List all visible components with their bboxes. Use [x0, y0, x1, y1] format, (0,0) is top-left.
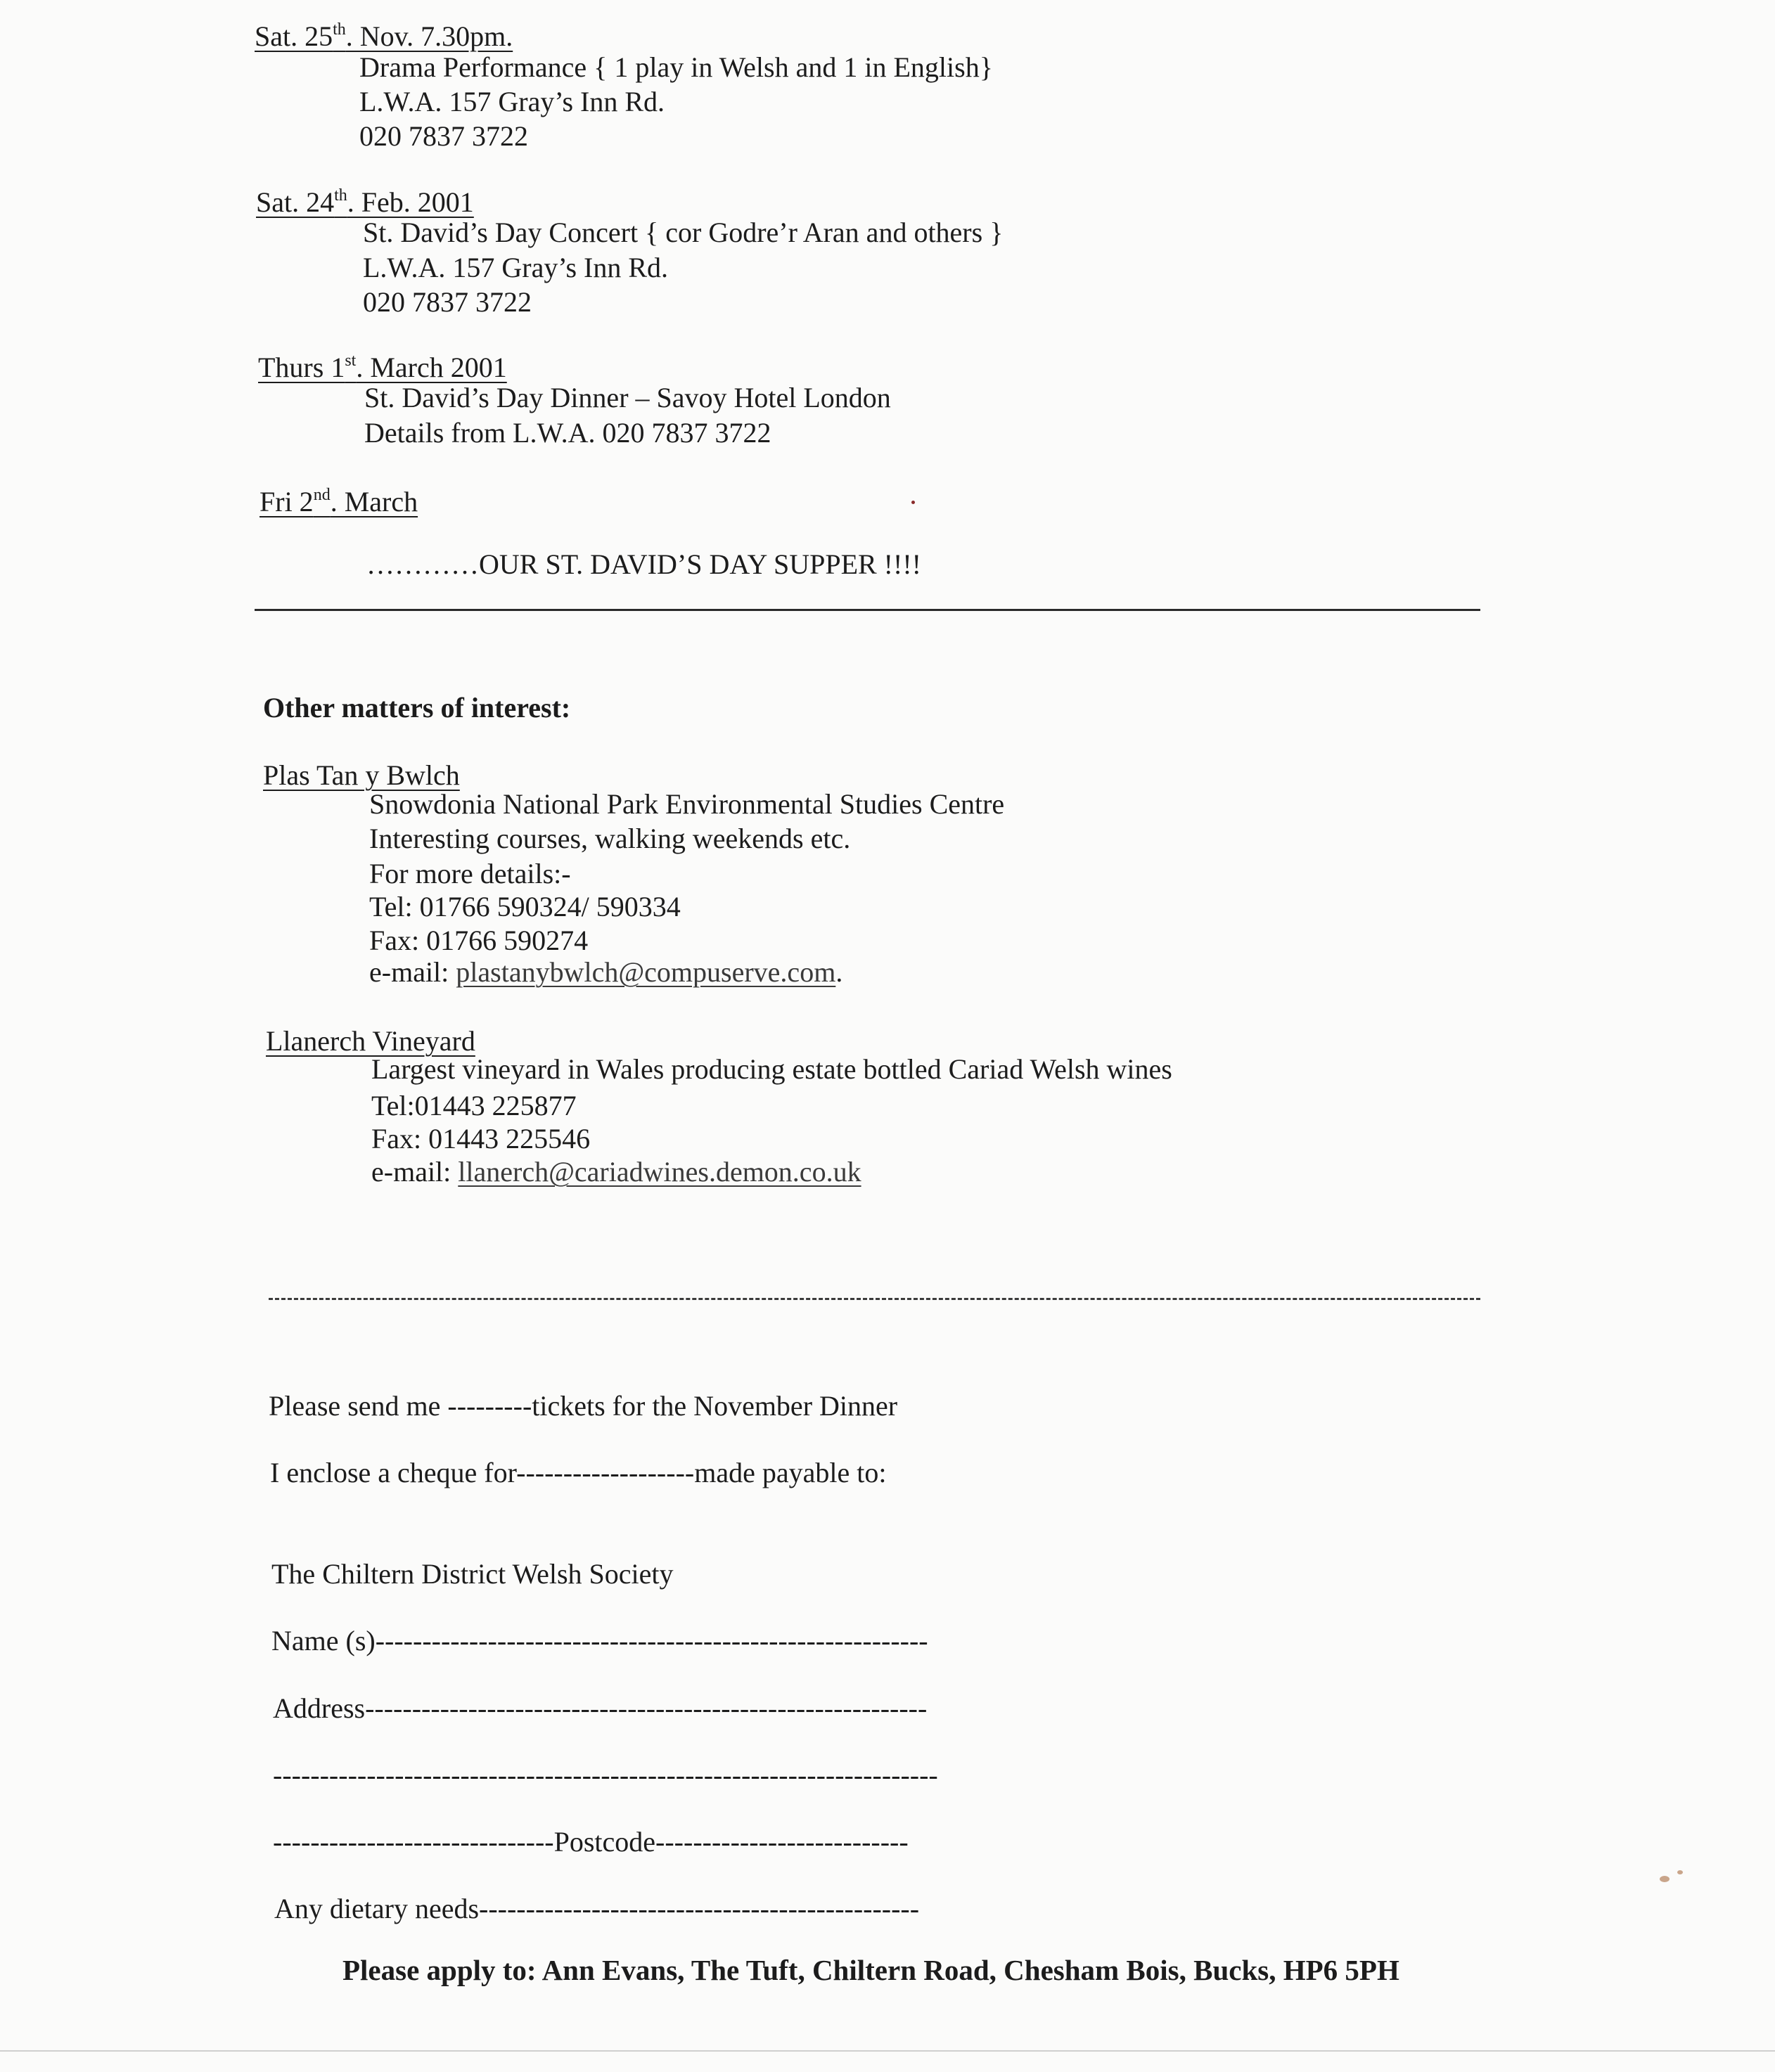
event-date: Thurs 1st. March 2001: [258, 352, 507, 383]
plas-tel: Tel: 01766 590324/ 590334: [369, 891, 681, 922]
address-field[interactable]: Address------------------------------------------------------------: [273, 1692, 928, 1724]
plas-email-line: [369, 958, 842, 986]
section-divider: [255, 609, 1480, 611]
email-suffix: .: [835, 956, 843, 988]
event-phone: 020 7837 3722: [363, 286, 532, 318]
event-detail: Drama Performance { 1 play in Welsh and 1 in English}: [359, 51, 993, 83]
apply-address: Please apply to: Ann Evans, The Tuft, Chiltern Road, Chesham Bois, Bucks, HP6 5PH: [342, 1954, 1399, 1986]
llanerch-email-line: [371, 1158, 861, 1186]
payee-name: The Chiltern District Welsh Society: [271, 1558, 674, 1590]
scan-speck: [911, 501, 915, 504]
section-heading: Other matters of interest:: [263, 692, 571, 723]
plas-email-link[interactable]: plastanybwlch@compuserve.com: [456, 956, 836, 988]
plas-info: Interesting courses, walking weekends etc.: [369, 823, 851, 854]
cheque-field[interactable]: I enclose a cheque for-------------------made payable to:: [270, 1457, 887, 1488]
email-label: e-mail:: [369, 956, 456, 988]
llanerch-description: Largest vineyard in Wales producing estate bottled Cariad Welsh wines: [371, 1053, 1172, 1085]
name-field[interactable]: Name (s)-----------------------------------------------------------: [271, 1625, 928, 1656]
tickets-field[interactable]: Please send me ---------tickets for the November Dinner: [269, 1390, 898, 1422]
supper-announcement: …………OUR ST. DAVID’S DAY SUPPER !!!!: [366, 548, 921, 580]
postcode-field[interactable]: ------------------------------Postcode---------------------------: [273, 1826, 909, 1858]
plas-description: Snowdonia National Park Environmental Studies Centre: [369, 788, 1005, 820]
scan-speck: [1677, 1870, 1683, 1874]
event-date: Sat. 24th. Feb. 2001: [256, 186, 474, 218]
dietary-field[interactable]: Any dietary needs-----------------------------------------------: [274, 1893, 920, 1924]
plas-fax: Fax: 01766 590274: [369, 925, 589, 956]
llanerch-tel: Tel:01443 225877: [371, 1090, 577, 1121]
event-detail: St. David’s Day Concert { cor Godre’r Aran and others }: [363, 217, 1004, 248]
scan-edge: [0, 2050, 1775, 2052]
event-date: Sat. 25th. Nov. 7.30pm.: [255, 20, 513, 52]
address-line-2[interactable]: -----------------------------------------------------------------------: [273, 1759, 938, 1791]
event-venue: L.W.A. 157 Gray’s Inn Rd.: [363, 252, 669, 283]
llanerch-fax: Fax: 01443 225546: [371, 1123, 591, 1154]
email-label: e-mail:: [371, 1156, 459, 1188]
event-details-contact: Details from L.W.A. 020 7837 3722: [364, 417, 771, 449]
scan-speck: [1660, 1876, 1670, 1882]
event-phone: 020 7837 3722: [359, 120, 528, 152]
llanerch-title: Llanerch Vineyard: [266, 1025, 475, 1057]
plas-info: For more details:-: [369, 858, 571, 889]
event-venue: L.W.A. 157 Gray’s Inn Rd.: [359, 86, 665, 117]
event-detail: St. David’s Day Dinner – Savoy Hotel London: [364, 382, 891, 413]
cut-line: [269, 1298, 1480, 1300]
llanerch-email-link[interactable]: llanerch@cariadwines.demon.co.uk: [458, 1156, 861, 1188]
event-date: Fri 2nd. March: [259, 486, 418, 517]
plas-title: Plas Tan y Bwlch: [263, 759, 460, 791]
